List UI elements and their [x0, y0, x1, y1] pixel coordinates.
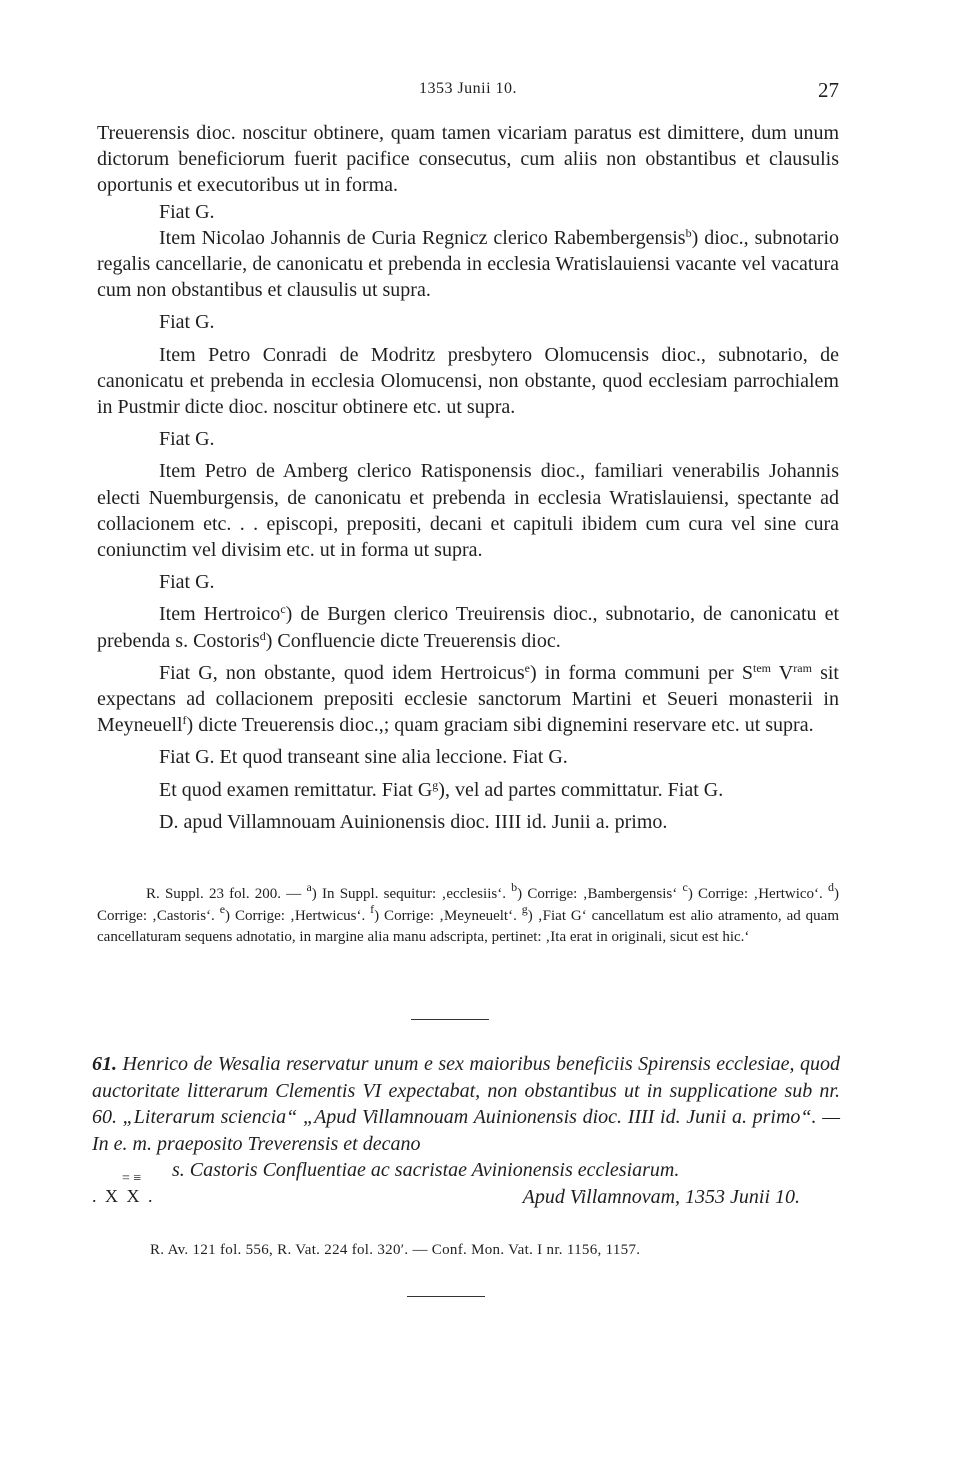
text-segment: ) de Burgen clerico Treuirensis dioc., subnotario, de canonicatu et prebenda s. Costoris: [97, 603, 839, 652]
paragraph-text: Treuerensis dioc. noscitur obtinere, quam tamen vicariam paratus est dimittere, dum unum dictorum beneficiorum fuerit pacifice consecutus, cum aliis non obstantibus et clausulis oportunis et executoribus ut in forma.: [97, 122, 839, 197]
paragraph-nicolao: [97, 225, 839, 304]
footnote-marker: b: [511, 880, 518, 894]
archival-sign: [92, 1171, 155, 1207]
page-number: 27: [818, 78, 839, 102]
paragraph-fiat-non-obstante: [97, 660, 839, 739]
paragraph-text: Item Petro de Amberg clerico Ratisponensis dioc., familiari venerabilis Johannis electi Nuemburgensis, de canonicatu et prebenda in ecclesia Wratislauiensi, spectante ad collacionem etc. . . episcopi, prepositi, decani et capituli ibidem cum cura vel sine cura coniunctim vel divisim etc. ut in forma ut supra.: [97, 460, 839, 562]
paragraph-petro-conradi: [97, 342, 839, 421]
footnotes: [97, 880, 839, 949]
text-segment: Item Nicolao Johannis de Curia Regnicz clerico Rabembergensis: [159, 226, 686, 249]
text-segment: R. Suppl. 23 fol. 200. —: [146, 886, 307, 902]
regest-text: Henrico de Wesalia reservatur unum e sex maioribus beneficiis Spirensis ecclesiae, quod auctoritate litterarum Clementis VI expectabat, non obstantibus ut in supplicatione sub nr. 60. „Literarum sciencia“ „Apud Villamnouam Auinionensis dioc. IIII id. Junii a. primo“. — In e. m. praeposito Treverensis et decano: [92, 1053, 840, 1155]
text-segment: Et quod examen remittatur. Fiat G: [159, 778, 433, 801]
abbreviation-superscript: tem: [753, 660, 771, 675]
text-segment: ) Corrige: ‚Meyneuelt‘.: [374, 907, 522, 924]
footnote-marker: d: [259, 628, 266, 643]
footnote-marker: g: [521, 901, 528, 916]
fiat-text: Fiat G.: [159, 571, 215, 594]
text-segment: ) Corrige: ‚Hertwicus‘.: [225, 907, 371, 924]
archival-sign-text: . X X .: [92, 1186, 155, 1206]
footnote-marker: e: [219, 901, 226, 916]
text-segment: ) dioc., subnotario regalis cancellarie, de canonicatu et prebenda in ecclesia Wratislauiensi vacante vel vacatura cum non obstantibus et clausulis ut supra.: [97, 226, 839, 302]
text-segment: ) Confluencie dicte Treuerensis dioc.: [265, 629, 561, 652]
footnote-marker: c: [280, 602, 286, 617]
fiat-text: Fiat G. Et quod transeant sine alia leccione. Fiat G.: [159, 746, 568, 769]
text-segment: ) dicte Treuerensis dioc.,; quam graciam sibi dignemini reservare etc. ut supra.: [186, 714, 814, 737]
regest-number: 61.: [92, 1053, 117, 1075]
paragraph-hertroico: [97, 601, 839, 653]
regest-text: s. Castoris Confluentiae ac sacristae Avinionensis ecclesiarum.: [172, 1159, 680, 1181]
text-segment: ) Corrige: ‚Castoris‘.: [97, 886, 839, 924]
fiat-line: [97, 199, 839, 225]
text-segment: sit expectans ad collacionem prepositi ecclesie sanctorum Martini et Seueri monasterii in Meyneuell: [97, 661, 839, 737]
footnote-line: [97, 880, 839, 949]
text-segment: Fiat G, non obstante, quod idem Hertroicus: [159, 661, 525, 684]
text-segment: ) ‚Fiat G‘ cancellatum est alio atramento, ad quam cancellaturam sequens adnotatio, in margine alia manu adscripta, pertinet: ‚Ita erat in originali, sicut est hic.‘: [97, 907, 839, 945]
dateline: Apud Villamnovam, 1353 Junii 10.: [522, 1186, 800, 1208]
text-segment: Item Hertroico: [159, 603, 281, 626]
datum-text: D. apud Villamnouam Auinionensis dioc. IIII id. Junii a. primo.: [159, 810, 668, 833]
main-text: [97, 120, 839, 835]
section-divider: [411, 1019, 489, 1020]
paragraph-text: Item Petro Conradi de Modritz presbytero Olomucensis dioc., subnotario, de canonicatu et prebenda in ecclesia Olomucensi, non obstante, quod ecclesiam parrochialem in Pustmir dicte dioc. noscitur obtinere etc. ut supra.: [97, 343, 839, 419]
text-segment: V: [771, 661, 794, 684]
examen-line: [97, 777, 839, 803]
text-segment: ) Corrige: ‚Hertwico‘.: [687, 886, 828, 902]
abbreviation-superscript: ram: [793, 660, 812, 675]
section-divider: [407, 1296, 485, 1297]
footnote-marker: c: [682, 880, 688, 894]
paragraph-continuation: [97, 120, 839, 199]
footnote-marker: d: [828, 880, 834, 894]
footnote-marker: a: [306, 880, 312, 894]
running-head: 1353 Junii 10.: [418, 80, 518, 97]
text-segment: ) in forma communi per S: [529, 661, 753, 684]
text-segment: ) Corrige: ‚Bambergensis‘: [517, 886, 683, 902]
fiat-text: Fiat G.: [159, 311, 215, 334]
footnote-marker: f: [370, 901, 375, 916]
archival-mark: = ≡: [122, 1171, 142, 1186]
fiat-text: Fiat G.: [159, 428, 215, 451]
datum-line: [97, 809, 839, 835]
fiat-line: [97, 744, 839, 770]
sources-line: R. Av. 121 fol. 556, R. Vat. 224 fol. 320′. — Conf. Mon. Vat. I nr. 1156, 1157.: [150, 1242, 641, 1258]
footnote-marker: g: [432, 777, 439, 792]
regest-61: [92, 1051, 840, 1184]
regest-summary-last-line: [92, 1157, 840, 1184]
page-header: [97, 76, 839, 106]
fiat-text: Fiat G.: [159, 200, 215, 223]
text-segment: ) In Suppl. sequitur: ‚ecclesiis‘.: [311, 886, 512, 902]
footnote-marker: f: [182, 713, 187, 728]
text-segment: ), vel ad partes committatur. Fiat G.: [438, 778, 724, 801]
footnote-marker: b: [685, 225, 692, 240]
fiat-line: [97, 569, 839, 595]
paragraph-petro-amberg: [97, 458, 839, 563]
fiat-line: [97, 426, 839, 452]
footnote-marker: e: [524, 660, 530, 675]
regest-dateline-row: [92, 1171, 840, 1226]
fiat-line: [97, 309, 839, 335]
regest-summary: [92, 1051, 840, 1157]
